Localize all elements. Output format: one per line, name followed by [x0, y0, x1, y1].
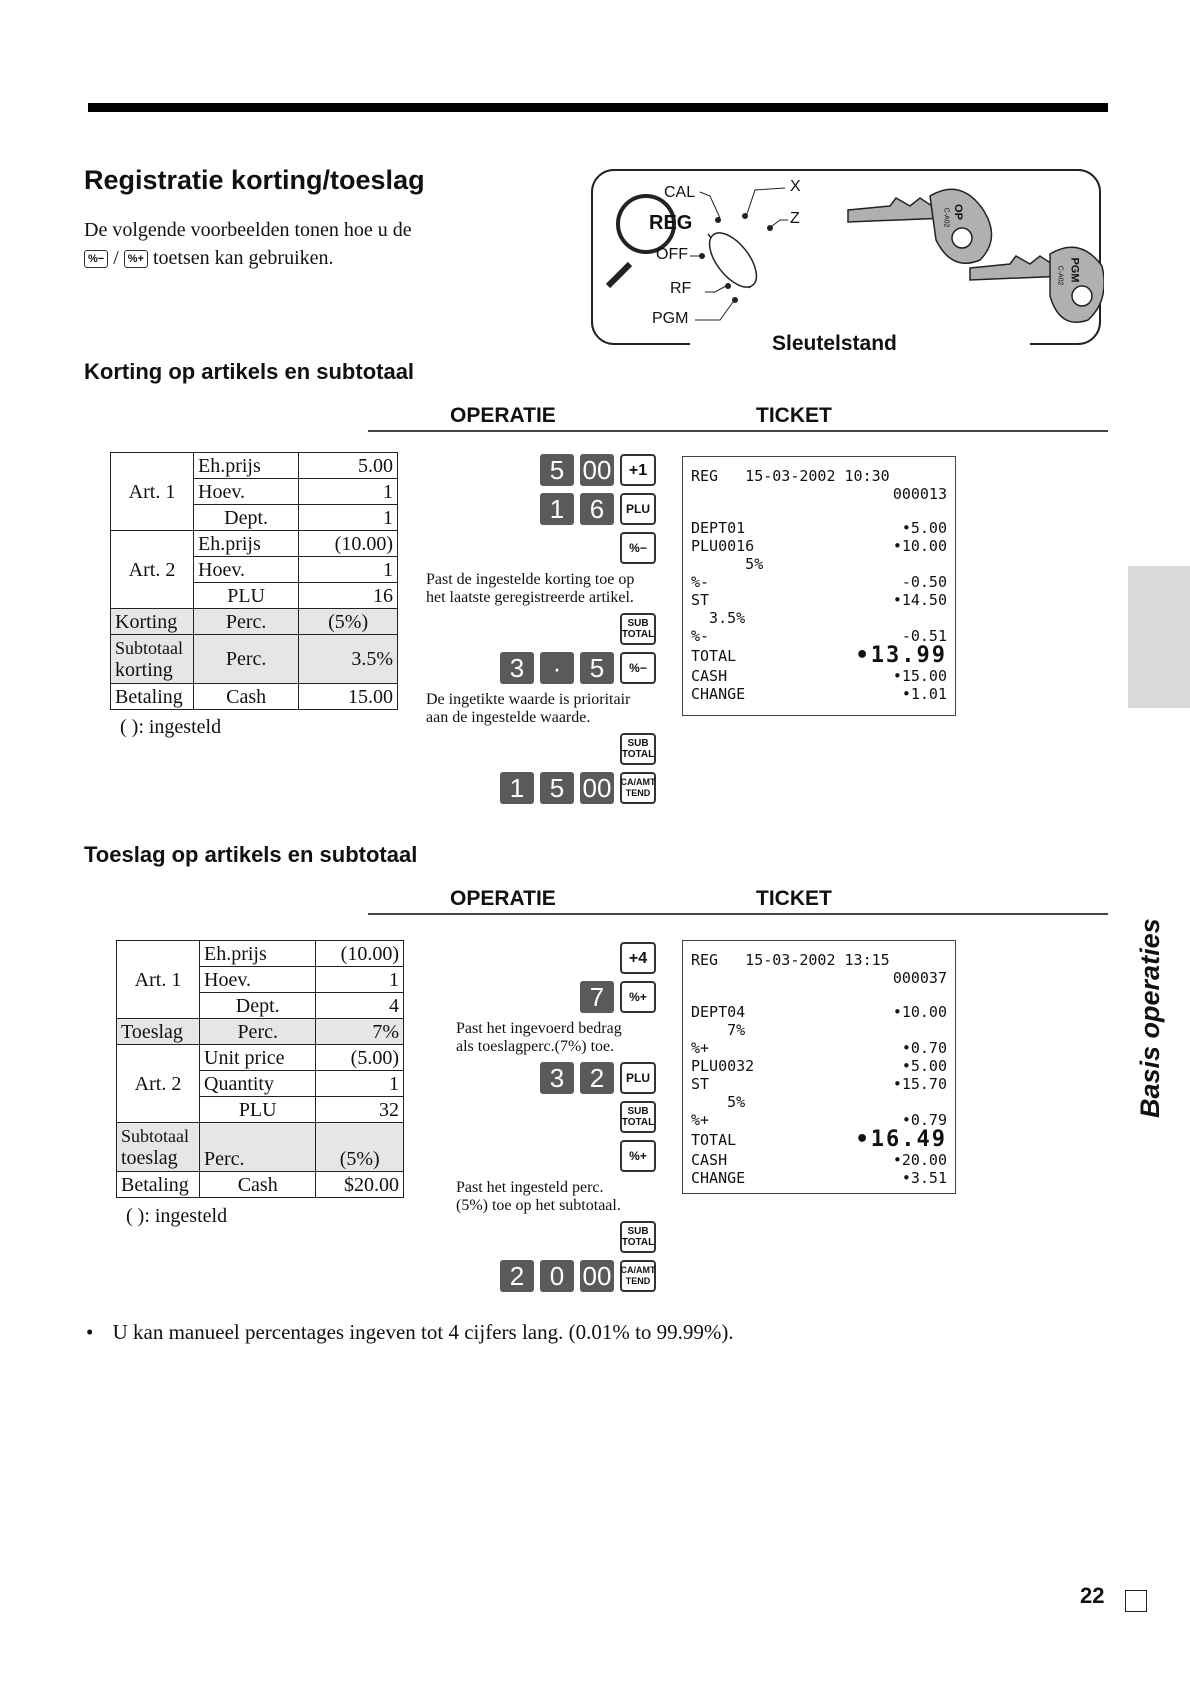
numeric-key: 3: [500, 652, 534, 684]
subtotal-key-icon: SUB TOTAL: [620, 1221, 656, 1253]
section1-receipt: [682, 456, 956, 716]
receipt-line: [691, 537, 947, 555]
table-cell: 1: [316, 967, 404, 993]
side-section-label: Basis operaties: [1135, 918, 1165, 1118]
table-cell: 15.00: [299, 684, 398, 710]
table-cell: Perc.: [194, 609, 299, 635]
mode-label-reg: REG: [649, 212, 693, 234]
receipt-line: [691, 1093, 947, 1111]
receipt-label: CHANGE: [691, 1169, 746, 1187]
receipt-label: %-: [691, 573, 710, 591]
op-row: [426, 981, 656, 1013]
page-title: Registratie korting/toeslag: [84, 165, 425, 195]
op-note: [426, 1020, 656, 1056]
table-cell: PLU: [194, 583, 299, 609]
receipt-label: 5%: [691, 555, 764, 573]
section1-legend-note: ( ): ingesteld: [120, 716, 222, 738]
table-cell: Unit price: [200, 1045, 316, 1071]
section2-header-rule: [368, 913, 1108, 915]
key-pgm-code: C-A02: [1056, 265, 1064, 286]
mode-label-cal: CAL: [664, 184, 696, 201]
plu-key-icon: PLU: [620, 1062, 656, 1094]
receipt-line: [691, 1039, 947, 1057]
op-row: [426, 942, 656, 974]
receipt-label: ST: [691, 1075, 710, 1093]
table-cell: Eh.prijs: [194, 453, 299, 479]
receipt-value: •10.00: [892, 537, 947, 555]
receipt-number-line: [691, 485, 947, 503]
op-row: [426, 1062, 656, 1094]
numeric-key: 00: [580, 454, 614, 486]
receipt-value: •5.00: [901, 1057, 947, 1075]
numeric-key: 1: [500, 772, 534, 804]
receipt-label: DEPT04: [691, 1003, 746, 1021]
receipt-label: 5%: [691, 1093, 746, 1111]
receipt-line: [691, 1057, 947, 1075]
receipt-value: •15.70: [892, 1075, 947, 1093]
percent-plus-key-icon: %+: [620, 1140, 656, 1172]
table-cell: 1: [299, 557, 398, 583]
subtotal-key-icon: SUB TOTAL: [620, 613, 656, 645]
table-cell: (10.00): [299, 531, 398, 557]
section-discount-title: Korting op artikels en subtotaal: [84, 359, 415, 384]
mode-label-off: OFF: [656, 246, 688, 263]
percent-plus-key-icon: %+: [620, 981, 656, 1013]
receipt-label: CASH: [691, 1151, 728, 1169]
receipt-line: [691, 667, 947, 685]
table-cell-subtotal-discount: [111, 635, 194, 684]
receipt-line: [691, 1021, 947, 1039]
table-cell-art1: Art. 1: [117, 941, 200, 1019]
table-cell: 3.5%: [299, 635, 398, 684]
receipt-value: •1.01: [901, 685, 947, 703]
section1-ticket-header: TICKET: [756, 404, 832, 427]
table-cell: 16: [299, 583, 398, 609]
receipt-line: [691, 1169, 947, 1187]
mode-label-x: X: [790, 178, 801, 195]
section2-receipt: [682, 940, 956, 1194]
numeric-key: 5: [540, 772, 574, 804]
page-number: 22: [1080, 1583, 1105, 1608]
table-cell: Cash: [194, 684, 299, 710]
percent-minus-key-icon: %−: [620, 532, 656, 564]
intro-line-1: De volgende voorbeelden tonen hoe u de: [84, 219, 412, 241]
receipt-label: CHANGE: [691, 685, 746, 703]
table-cell-subtotal-surcharge: [117, 1123, 200, 1172]
receipt-value: -0.51: [901, 627, 947, 645]
table-cell: Perc.: [200, 1019, 316, 1045]
subtotal-key-icon: SUB TOTAL: [620, 733, 656, 765]
table-cell-betaling: Betaling: [117, 1172, 200, 1198]
table-cell: Eh.prijs: [194, 531, 299, 557]
receipt-label: %+: [691, 1039, 710, 1057]
op-note-line: (5%) toe op het subtotaal.: [456, 1197, 621, 1214]
receipt-label: DEPT01: [691, 519, 746, 537]
receipt-mode-date: REG 15-03-2002 13:15: [691, 951, 890, 969]
percent-minus-key-icon: %−: [84, 250, 108, 268]
op-note: [426, 691, 656, 727]
op-row: [426, 1140, 656, 1172]
receipt-header-line: [691, 951, 947, 969]
receipt-value: •0.70: [901, 1039, 947, 1057]
receipt-label: CASH: [691, 667, 728, 685]
intro-text: [84, 216, 554, 272]
mode-label-z: Z: [790, 210, 800, 227]
receipt-line: [691, 591, 947, 609]
receipt-label: %+: [691, 1111, 710, 1129]
receipt-total-line: [691, 645, 947, 667]
dept-key-number: 1: [638, 461, 648, 479]
numeric-key: 00: [580, 772, 614, 804]
op-row: [426, 454, 656, 486]
percent-plus-key-icon: %+: [124, 250, 148, 268]
footnote-text: U kan manueel percentages ingeven tot 4 cijfers lang. (0.01% to 99.99%).: [112, 1320, 734, 1344]
op-row: [426, 1260, 656, 1292]
key-op-code: C-A02: [942, 207, 950, 228]
receipt-label: PLU0016: [691, 537, 755, 555]
op-note-line: als toeslagperc.(7%) toe.: [456, 1038, 615, 1055]
table-cell-art1: Art. 1: [111, 453, 194, 531]
receipt-line: [691, 609, 947, 627]
section1-header-rule: [368, 430, 1108, 432]
table-cell: Perc.: [194, 635, 299, 684]
table-cell: Hoev.: [194, 479, 299, 505]
receipt-label: %-: [691, 627, 710, 645]
op-note: [426, 1179, 656, 1215]
numeric-key: 00: [580, 1260, 614, 1292]
receipt-value: •5.00: [901, 519, 947, 537]
receipt-total-value: •16.49: [855, 1127, 947, 1152]
intro-line-2: [84, 244, 554, 272]
op-note-line: Past het ingevoerd bedrag: [456, 1020, 622, 1037]
receipt-label: 3.5%: [691, 609, 746, 627]
op-row: [426, 1101, 656, 1133]
table-cell: Perc.: [200, 1123, 316, 1172]
receipt-label: 7%: [691, 1021, 746, 1039]
receipt-total-value: •13.99: [855, 643, 947, 668]
table-cell: Hoev.: [200, 967, 316, 993]
receipt-number-line: [691, 969, 947, 987]
numeric-key: 7: [580, 981, 614, 1013]
page-box-icon: [1125, 1590, 1147, 1612]
table-cell: Dept.: [200, 993, 316, 1019]
receipt-line: [691, 573, 947, 591]
numeric-key: 6: [580, 493, 614, 525]
receipt-line: [691, 555, 947, 573]
table-cell: Quantity: [200, 1071, 316, 1097]
table-cell-subtotal-line1: Subtotaal: [115, 638, 183, 658]
section1-operations: [426, 454, 656, 811]
table-cell-toeslag: Toeslag: [117, 1019, 200, 1045]
numeric-key: 2: [580, 1062, 614, 1094]
dept-key-number: 4: [638, 949, 648, 967]
section2-operatie-header: OPERATIE: [450, 887, 556, 910]
numeric-key: 3: [540, 1062, 574, 1094]
key-position-illustration: [590, 168, 1104, 355]
intro-line-2-text: toetsen kan gebruiken.: [153, 247, 334, 269]
section2-data-table: [116, 940, 404, 1198]
receipt-label: ST: [691, 591, 710, 609]
receipt-value: •10.00: [892, 1003, 947, 1021]
mode-label-pgm: PGM: [652, 310, 689, 327]
mode-label-rf: RF: [670, 280, 692, 297]
table-cell: Hoev.: [194, 557, 299, 583]
op-note-line: aan de ingestelde waarde.: [426, 709, 591, 726]
side-tab-marker: [1128, 566, 1190, 708]
table-cell: (5%): [316, 1123, 404, 1172]
decimal-key: ·: [540, 652, 574, 684]
table-cell: (10.00): [316, 941, 404, 967]
key-op-label: OP: [951, 204, 964, 220]
op-note-line: De ingetikte waarde is prioritair: [426, 691, 631, 708]
table-cell: (5%): [299, 609, 398, 635]
key-pgm-label: PGM: [1068, 257, 1081, 283]
section1-operatie-header: OPERATIE: [450, 404, 556, 427]
receipt-value: •0.79: [901, 1111, 947, 1129]
receipt-value: -0.50: [901, 573, 947, 591]
table-cell: 4: [316, 993, 404, 1019]
op-note-line: Past het ingesteld perc.: [456, 1179, 604, 1196]
receipt-line: [691, 1075, 947, 1093]
op-note: [426, 571, 656, 607]
op-row: [426, 532, 656, 564]
table-cell-subtotal-line1: Subtotaal: [121, 1126, 189, 1146]
receipt-total-label: TOTAL: [691, 1131, 737, 1149]
table-cell-betaling: Betaling: [111, 684, 194, 710]
plu-key-icon: PLU: [620, 493, 656, 525]
table-cell: Cash: [200, 1172, 316, 1198]
dept-key-icon: + 4: [620, 942, 656, 974]
op-note-line: het laatste geregistreerde artikel.: [426, 589, 634, 606]
table-cell: (5.00): [316, 1045, 404, 1071]
footnote: [86, 1320, 734, 1345]
receipt-value: •3.51: [901, 1169, 947, 1187]
cash-tend-key-icon: CA/AMT TEND: [620, 1260, 656, 1292]
op-row: [426, 1221, 656, 1253]
table-cell: 7%: [316, 1019, 404, 1045]
bullet-icon: •: [86, 1320, 94, 1344]
cash-tend-key-icon: CA/AMT TEND: [620, 772, 656, 804]
subtotal-key-icon: SUB TOTAL: [620, 1101, 656, 1133]
section2-ticket-header: TICKET: [756, 887, 832, 910]
top-rule: [88, 103, 1108, 112]
receipt-line: [691, 685, 947, 703]
table-cell: Eh.prijs: [200, 941, 316, 967]
receipt-value: •14.50: [892, 591, 947, 609]
receipt-value: •15.00: [892, 667, 947, 685]
receipt-line: [691, 519, 947, 537]
table-cell: PLU: [200, 1097, 316, 1123]
receipt-header-line: [691, 467, 947, 485]
receipt-number: 000013: [892, 485, 947, 503]
op-note-line: Past de ingestelde korting toe op: [426, 571, 635, 588]
numeric-key: 2: [500, 1260, 534, 1292]
intro-separator: /: [113, 247, 119, 269]
op-row: [426, 493, 656, 525]
op-row: [426, 772, 656, 804]
receipt-value: •20.00: [892, 1151, 947, 1169]
table-cell: 5.00: [299, 453, 398, 479]
receipt-total-line: [691, 1129, 947, 1151]
receipt-line: [691, 1151, 947, 1169]
table-cell: Dept.: [194, 505, 299, 531]
table-cell-art2: Art. 2: [117, 1045, 200, 1123]
table-cell: 1: [316, 1071, 404, 1097]
numeric-key: 5: [540, 454, 574, 486]
numeric-key: 0: [540, 1260, 574, 1292]
op-row: [426, 733, 656, 765]
op-row: [426, 613, 656, 645]
section2-legend-note: ( ): ingesteld: [126, 1205, 228, 1227]
table-cell: 32: [316, 1097, 404, 1123]
key-position-caption: Sleutelstand: [772, 332, 897, 355]
percent-minus-key-icon: %−: [620, 652, 656, 684]
section-surcharge-title: Toeslag op artikels en subtotaal: [84, 842, 418, 867]
section1-data-table: [110, 452, 398, 710]
table-cell-korting: Korting: [111, 609, 194, 635]
receipt-line: [691, 1003, 947, 1021]
section2-operations: [426, 942, 656, 1299]
table-cell-subtotal-line2: korting: [115, 659, 173, 681]
receipt-total-label: TOTAL: [691, 647, 737, 665]
table-cell-subtotal-line2: toeslag: [121, 1147, 178, 1169]
numeric-key: 5: [580, 652, 614, 684]
receipt-number: 000037: [892, 969, 947, 987]
op-row: [426, 652, 656, 684]
table-cell: 1: [299, 505, 398, 531]
receipt-label: PLU0032: [691, 1057, 755, 1075]
numeric-key: 1: [540, 493, 574, 525]
table-cell: 1: [299, 479, 398, 505]
dept-key-icon: + 1: [620, 454, 656, 486]
table-cell-art2: Art. 2: [111, 531, 194, 609]
receipt-mode-date: REG 15-03-2002 10:30: [691, 467, 890, 485]
table-cell: $20.00: [316, 1172, 404, 1198]
